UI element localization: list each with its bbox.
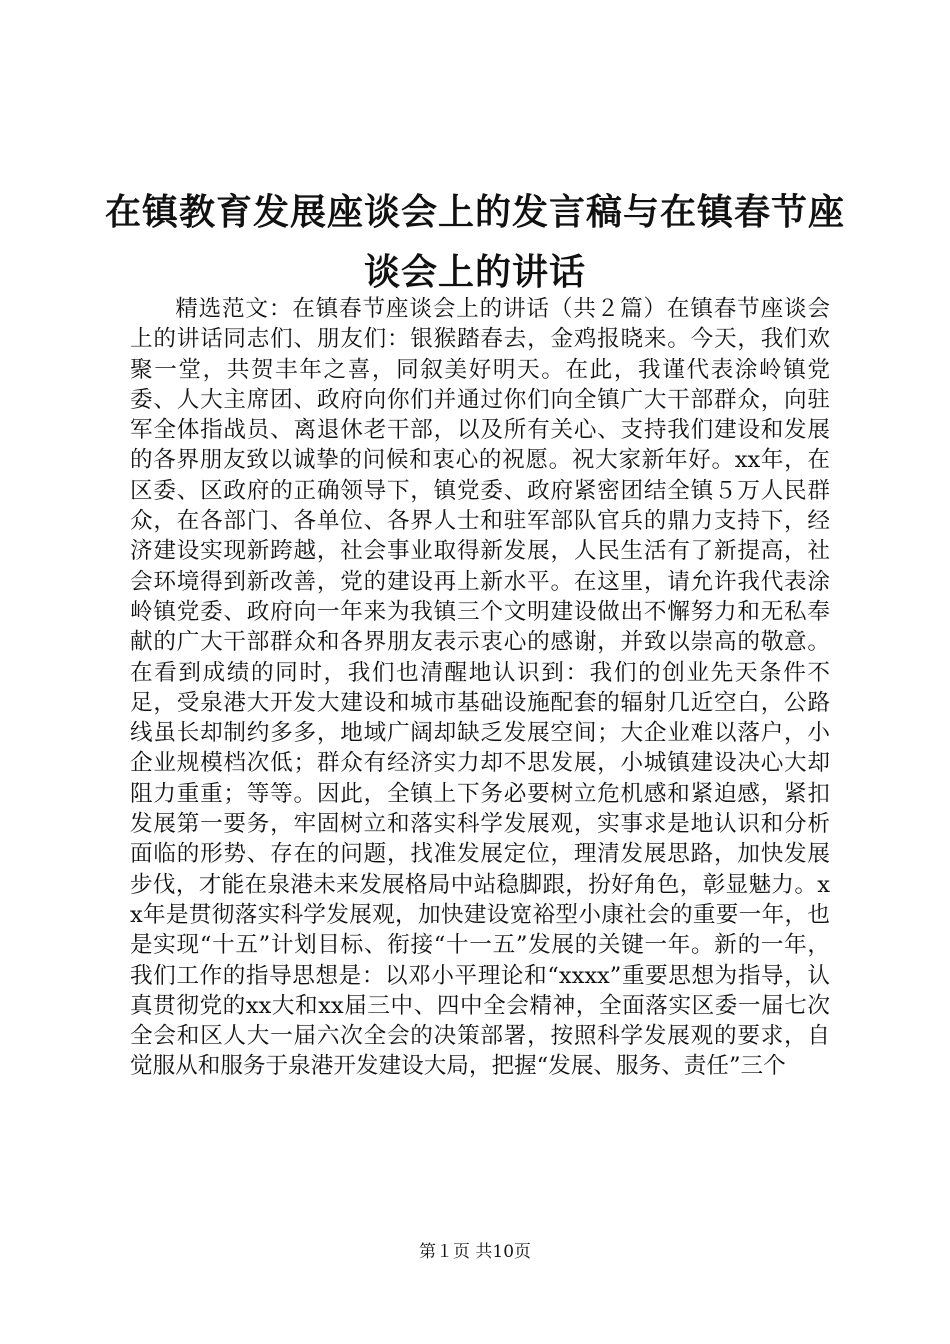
document-body: 精选范文：在镇春节座谈会上的讲话（共２篇）在镇春节座谈会上的讲话同志们、朋友们：银猴踏春去，金鸡报晓来。今天，我们欢聚一堂，共贺丰年之喜，同叙美好明天。在此，我谨代表涂岭镇党委、人大主席团、政府向你们并通过你们向全镇广大干部群众，向驻军全体指战员、离退休老干部，以及所有关心、支持我们建设和发展的各界朋友致以诚挚的问候和衷心的祝愿。祝大家新年好。xx年，在区委、区政府的正确领导下，镇党委、政府紧密团结全镇５万人民群众，在各部门、各单位、各界人士和驻军部队官兵的鼎力支持下，经济建设实现新跨越，社会事业取得新发展，人民生活有了新提高，社会环境得到新改善，党的建设再上新水平。在这里，请允许我代表涂岭镇党委、政府向一年来为我镇三个文明建设做出不懈努力和无私奉献的广大干部群众和各界朋友表示衷心的感谢，并致以崇高的敬意。在看到成绩的同时，我们也清醒地认识到：我们的创业先天条件不足，受泉港大开发大建设和城市基础设施配套的辐射几近空白，公路线虽长却制约多多，地域广阔却缺乏发展空间；大企业难以落户，小企业规模档次低；群众有经济实力却不思发展，小城镇建设决心大却阻力重重；等等。因此，全镇上下务必要树立危机感和紧迫感，紧扣发展第一要务，牢固树立和落实科学发展观，实事求是地认识和分析面临的形势、存在的问题，找准发展定位，理清发展思路，加快发展步伐，才能在泉港未来发展格局中站稳脚跟，扮好角色，彰显魅力。xx年是贯彻落实科学发展观，加快建设宽裕型小康社会的重要一年，也是实现“十五”计划目标、衔接“十一五”发展的关键一年。新的一年，我们工作的指导思想是：以邓小平理论和“xxxx”重要思想为指导，认真贯彻党的xx大和xx届三中、四中全会精神，全面落实区委一届七次全会和区人大一届六次全会的决策部署，按照科学发展观的要求，自觉服从和服务于泉港开发建设大局，把握“发展、服务、责任”三个 bbox=[130, 296, 830, 1080]
page-number: 第１页 共10页 bbox=[418, 1242, 532, 1262]
document-title: 在镇教育发展座谈会上的发言稿与在镇春节座谈会上的讲话 bbox=[104, 192, 845, 293]
